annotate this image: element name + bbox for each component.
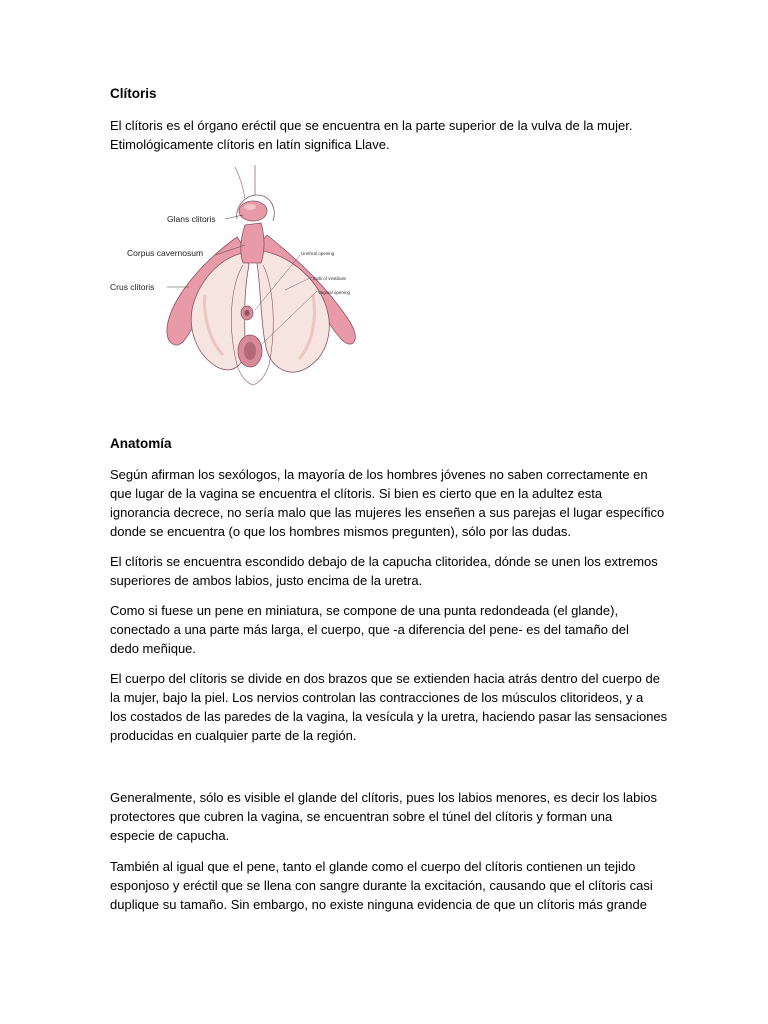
text-line: los costados de las paredes de la vagina, la vesícula y la uretra, haciendo pasar las sensaciones (110, 709, 668, 724)
text-line: producidas en cualquier parte de la región. (110, 728, 357, 743)
section-title-anatomia: Anatomía (110, 436, 172, 451)
text-line: conectado a una parte más larga, el cuerpo, que -a diferencia del pene- es del tamaño del (110, 622, 629, 637)
text-line: dedo meñique. (110, 641, 197, 656)
section-title-clitoris: Clítoris (110, 86, 157, 101)
intro-paragraph (110, 116, 670, 154)
corpus-shaft-shape (241, 223, 264, 263)
leader-line-glans (225, 215, 243, 219)
ligament-line (235, 167, 245, 199)
text-line: Como si fuese un pene en miniatura, se compone de una punta redondeada (el glande), (110, 603, 619, 618)
paragraph (110, 465, 670, 541)
vaginal-opening-inner (244, 342, 256, 360)
paragraph (110, 552, 670, 590)
label-vaginal-opening: Vaginal opening (318, 290, 350, 295)
paragraph (110, 669, 670, 745)
text-line: ignorancia decrece, no sería malo que las mujeres les enseñen a sus parejas el lugar específico (110, 505, 665, 520)
text-line: El clítoris se encuentra escondido debajo de la capucha clitoridea, dónde se unen los extremos (110, 554, 658, 569)
text-line: la mujer, bajo la piel. Los nervios controlan las contracciones de los músculos clitorideos, y a (110, 690, 644, 705)
label-corpus-cavernosum: Corpus cavernosum (127, 248, 204, 258)
text-line: que lugar de la vagina se encuentra el clítoris. Si bien es cierto que en la adultez esta (110, 486, 603, 501)
text-line: especie de capucha. (110, 828, 230, 843)
urethral-opening-inner (245, 310, 250, 316)
paragraph (110, 788, 670, 845)
paragraph (110, 857, 670, 914)
text-line: Etimológicamente clítoris en latín significa Llave. (110, 137, 390, 152)
text-line: El clítoris es el órgano eréctil que se encuentra en la parte superior de la vulva de la mujer. (110, 118, 633, 133)
text-line: duplique su tamaño. Sin embargo, no existe ninguna evidencia de que un clítoris más grande (110, 897, 647, 912)
text-line: También al igual que el pene, tanto el glande como el cuerpo del clítoris contienen un tejido (110, 859, 636, 874)
right-bulb-shape (257, 251, 329, 372)
label-urethral-opening: Urethral opening (301, 251, 335, 256)
label-bulb-of-vestibule: Bulb of vestibule (313, 276, 347, 281)
text-line: donde se encuentra (o que los hombres mismos pregunten), sólo por las dudas. (110, 524, 572, 539)
clitoris-anatomy-illustration (105, 165, 380, 390)
glans-shape (239, 201, 267, 221)
label-crus-clitoris: Crus clitoris (110, 282, 155, 292)
label-glans-clitoris: Glans clitoris (167, 214, 216, 224)
text-line: protectores que cubren la vagina, se encuentran sobre el túnel del clítoris y forman una (110, 809, 613, 824)
text-line: El cuerpo del clítoris se divide en dos brazos que se extienden hacia atrás dentro del cuerpo de (110, 671, 660, 686)
paragraph (110, 601, 670, 658)
glans-highlight (244, 204, 256, 210)
text-line: Generalmente, sólo es visible el glande del clítoris, pues los labios menores, es decir los labios (110, 790, 658, 805)
anatomy-svg (105, 165, 380, 390)
text-line: superiores de ambos labios, justo encima de la uretra. (110, 573, 423, 588)
text-line: esponjoso y eréctil que se llena con sangre durante la excitación, causando que el clítoris casi (110, 878, 653, 893)
text-line: Según afirman los sexólogos, la mayoría de los hombres jóvenes no saben correctamente en (110, 467, 648, 482)
